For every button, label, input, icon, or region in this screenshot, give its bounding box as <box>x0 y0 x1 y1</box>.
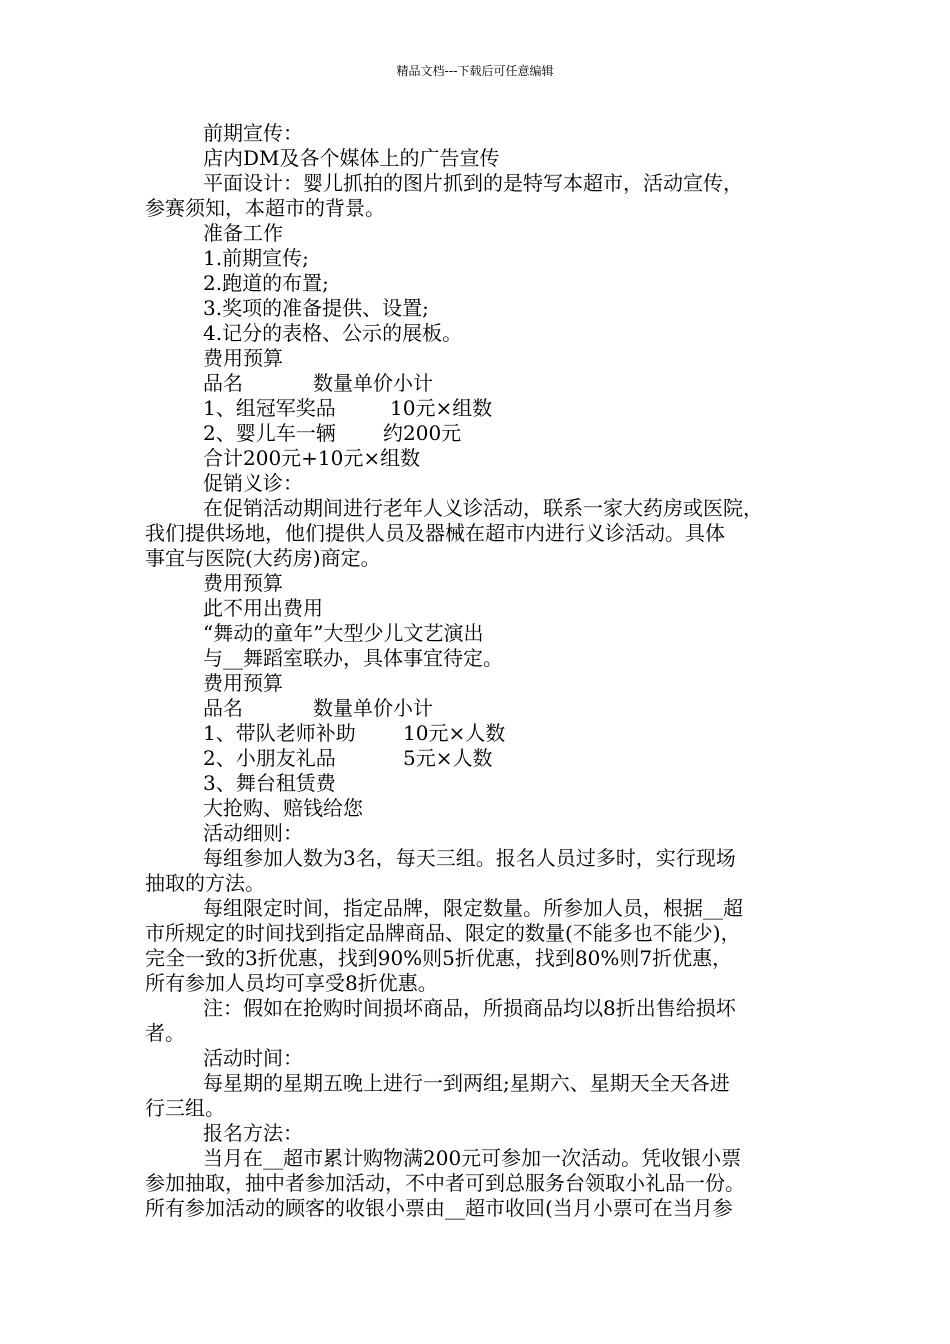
table-row <box>145 396 815 421</box>
paragraph-line: 每组参加人数为3名，每天三组。报名人员过多时，实行现场 <box>203 846 736 870</box>
paragraph-line: 在促销活动期间进行老年人义诊活动，联系一家大药房或医院， <box>203 496 763 520</box>
section-heading-budget: 费用预算 <box>203 571 283 595</box>
table-row <box>145 746 815 771</box>
paragraph-line: 事宜与医院(大药房)商定。 <box>145 546 381 570</box>
page-header: 精品文档---下载后可任意编辑 <box>396 64 554 78</box>
paragraph-line: 抽取的方法。 <box>145 871 265 895</box>
paragraph-line: 与__舞蹈室联办，具体事宜待定。 <box>203 646 503 670</box>
table-header-row <box>145 371 815 396</box>
paragraph-line: 平面设计：婴儿抓拍的图片抓到的是特写本超市，活动宣传， <box>203 171 743 195</box>
paragraph-line: 行三组。 <box>145 1096 225 1120</box>
paragraph-line: 参赛须知，本超市的背景。 <box>145 196 385 220</box>
list-item: 3、舞台租赁费 <box>203 771 336 795</box>
paragraph-line: 当月在__超市累计购物满200元可参加一次活动。凭收银小票 <box>203 1146 742 1170</box>
list-item: 3.奖项的准备提供、设置; <box>203 296 429 320</box>
table-row <box>145 721 815 746</box>
paragraph-line: 完全一致的3折优惠，找到90%则5折优惠，找到80%则7折优惠， <box>145 946 733 970</box>
table-cell-name: 2、婴儿车一辆 <box>203 421 336 445</box>
paragraph-line: 参加抽取，抽中者参加活动，不中者可到总服务台领取小礼品一份。 <box>145 1171 745 1195</box>
table-cell-value: 5元×人数 <box>403 746 493 770</box>
table-header-row <box>145 696 815 721</box>
note-line: 注：假如在抢购时间损坏商品，所损商品均以8折出售给损坏 <box>203 996 736 1020</box>
section-heading-publicity: 前期宣传： <box>203 121 303 145</box>
paragraph-line: 我们提供场地，他们提供人员及器械在超市内进行义诊活动。具体 <box>145 521 725 545</box>
list-item: 2.跑道的布置; <box>203 271 329 295</box>
list-item: 1.前期宣传; <box>203 246 309 270</box>
table-header-cols: 数量单价小计 <box>313 696 433 720</box>
section-heading-signup: 报名方法： <box>203 1121 303 1145</box>
table-cell-name: 1、组冠军奖品 <box>203 396 336 420</box>
list-item: 4.记分的表格、公示的展板。 <box>203 321 463 345</box>
table-cell-value: 10元×人数 <box>403 721 506 745</box>
section-heading-sale: 大抢购、赔钱给您 <box>203 796 363 820</box>
paragraph-line: 每组限定时间，指定品牌，限定数量。所参加人员，根据__超 <box>203 896 743 920</box>
paragraph-line: 每星期的星期五晚上进行一到两组;星期六、星期天全天各进 <box>203 1071 730 1095</box>
table-header-name: 品名 <box>203 696 243 720</box>
paragraph-line: 所有参加人员均可享受8折优惠。 <box>145 971 438 995</box>
section-heading-rules: 活动细则： <box>203 821 303 845</box>
section-heading-time: 活动时间： <box>203 1046 303 1070</box>
table-row <box>145 421 815 446</box>
section-heading-preparation: 准备工作 <box>203 221 283 245</box>
section-heading-performance: “舞动的童年”大型少儿文艺演出 <box>203 621 484 645</box>
section-heading-clinic: 促销义诊： <box>203 471 303 495</box>
paragraph-line: 所有参加活动的顾客的收银小票由__超市收回(当月小票可在当月参 <box>145 1196 733 1220</box>
paragraph-line: 市所规定的时间找到指定品牌商品、限定的数量(不能多也不能少)， <box>145 921 741 945</box>
document-body <box>145 121 815 1221</box>
section-heading-budget: 费用预算 <box>203 671 283 695</box>
table-cell-value: 10元×组数 <box>390 396 493 420</box>
table-cell-value: 约200元 <box>383 421 462 445</box>
table-header-name: 品名 <box>203 371 243 395</box>
table-cell-name: 2、小朋友礼品 <box>203 746 336 770</box>
section-heading-budget: 费用预算 <box>203 346 283 370</box>
paragraph-line: 店内DM及各个媒体上的广告宣传 <box>203 146 500 170</box>
note-line: 者。 <box>145 1021 185 1045</box>
total-line: 合计200元+10元×组数 <box>203 446 421 470</box>
table-header-cols: 数量单价小计 <box>313 371 433 395</box>
paragraph-line: 此不用出费用 <box>203 596 323 620</box>
table-cell-name: 1、带队老师补助 <box>203 721 356 745</box>
